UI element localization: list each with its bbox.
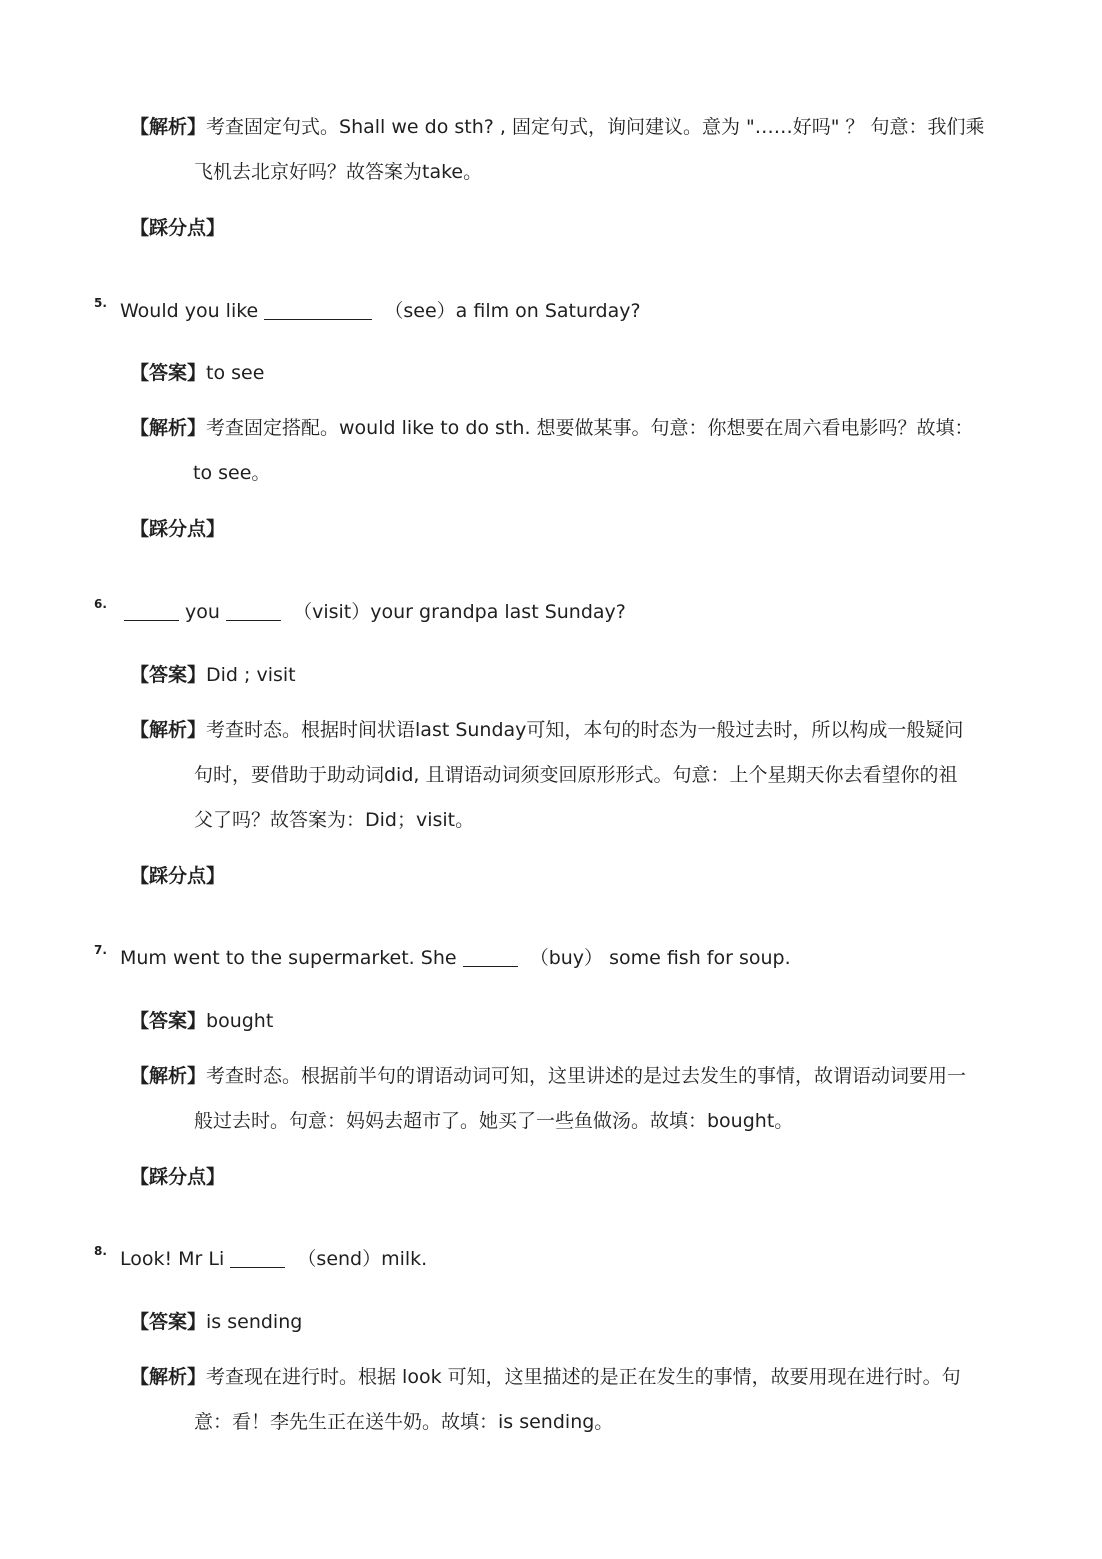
analysis-row [130,1365,961,1389]
analysis-row [130,416,974,440]
analysis-text-cont: 般过去时。句意：妈妈去超市了。她买了一些鱼做汤。故填：bought。 [194,1110,794,1132]
answer-row [130,361,264,385]
question-number: 7. [94,943,107,957]
scoring-tag: 【踩分点】 [130,518,226,540]
answer-row [130,663,296,687]
analysis-tag: 【解析】 [130,1366,207,1388]
analysis-tag: 【解析】 [130,116,207,138]
question-stem [124,600,626,624]
answer-tag: 【答案】 [130,362,207,384]
scoring-tag: 【踩分点】 [130,1166,226,1188]
answer-row [130,1310,302,1334]
answer-tag: 【答案】 [130,1311,207,1333]
answer-blank [463,948,518,967]
stem-part: Would you like [120,300,259,322]
analysis-text: 考查现在进行时。根据 look 可知，这里描述的是正在发生的事情，故要用现在进行时。句 [206,1366,961,1388]
analysis-row [130,1064,966,1088]
analysis-row [130,115,985,139]
analysis-text-cont: 句时，要借助于助动词did, 且谓语动词须变回原形形式。句意：上个星期天你去看望你的祖 [194,764,958,786]
analysis-tag: 【解析】 [130,719,207,741]
answer-blank [226,602,281,621]
analysis-text: 考查时态。根据时间状语last Sunday可知，本句的时态为一般过去时，所以构成一般疑问 [206,719,964,741]
question-stem [120,299,641,323]
stem-part: （send）milk. [297,1248,428,1270]
scoring-tag: 【踩分点】 [130,217,226,239]
question-number: 6. [94,597,107,611]
scoring-tag: 【踩分点】 [130,865,226,887]
stem-part: Look! Mr Li [120,1248,225,1270]
answer-tag: 【答案】 [130,664,207,686]
analysis-text-cont: 意：看！李先生正在送牛奶。故填：is sending。 [194,1411,614,1433]
stem-part: （visit）your grandpa last Sunday? [293,601,626,623]
analysis-text-cont: to see。 [193,462,271,484]
analysis-text-cont: 飞机去北京好吗？故答案为take。 [194,161,483,183]
answer-blank [264,301,372,320]
stem-part: （see）a film on Saturday? [384,300,641,322]
answer-text: to see [206,362,265,384]
answer-blank [230,1249,285,1268]
answer-tag: 【答案】 [130,1010,207,1032]
question-stem [120,1247,427,1271]
analysis-text: 考查时态。根据前半句的谓语动词可知，这里讲述的是过去发生的事情，故谓语动词要用一 [206,1065,967,1087]
answer-text: bought [206,1010,274,1032]
stem-part: you [185,601,220,623]
stem-part: Mum went to the supermarket. She [120,947,457,969]
analysis-tag: 【解析】 [130,1065,207,1087]
answer-blank [124,602,179,621]
analysis-row [130,718,963,742]
answer-row [130,1009,273,1033]
answer-text: Did ; visit [206,664,296,686]
question-number: 5. [94,296,107,310]
stem-part: （buy） some fish for soup. [529,947,791,969]
analysis-tag: 【解析】 [130,417,207,439]
analysis-text-cont: 父了吗？故答案为：Did；visit。 [194,809,475,831]
analysis-text: 考查固定搭配。would like to do sth. 想要做某事。句意：你想要在周六看电影吗？故填： [206,417,974,439]
question-stem [120,946,791,970]
question-number: 8. [94,1244,107,1258]
analysis-text: 考查固定句式。Shall we do sth? , 固定句式，询问建议。意为 "……好吗" ？ 句意：我们乘 [206,116,985,138]
answer-text: is sending [206,1311,303,1333]
